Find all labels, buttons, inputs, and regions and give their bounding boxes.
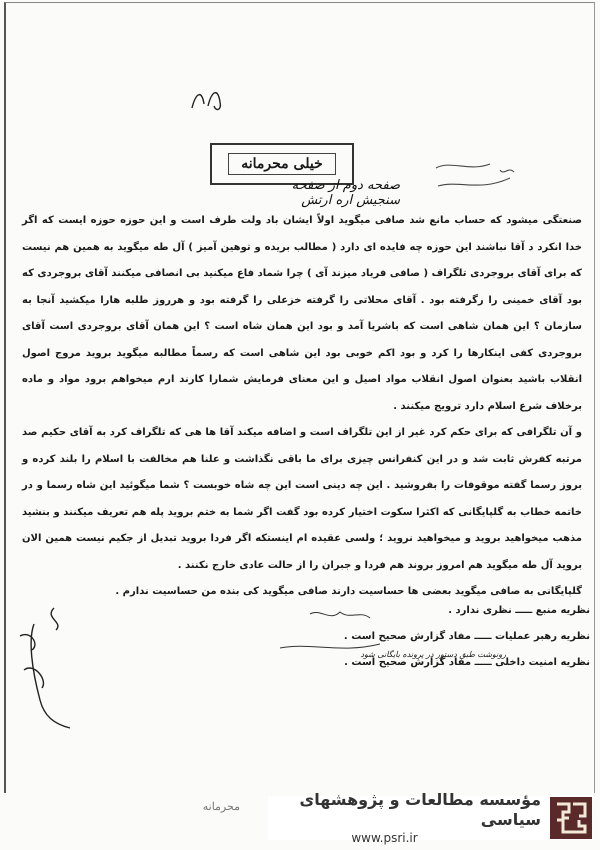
- watermark-title: مؤسسه مطالعات و پژوهشهای سیاسی: [299, 790, 541, 829]
- handwritten-scribble-mark: [188, 86, 228, 116]
- body-paragraph-3: گلپایگانی به صافی میگوید بعضی ها حساسیت دارند صافی میگوید کی بنده من حساسیت ندارم .: [115, 586, 582, 597]
- handwritten-signature-note: [160, 606, 390, 676]
- assessment-operations-leader: نظریه رهبر عملیات ـــــ مفاد گزارش صحیح است .: [343, 631, 590, 642]
- stamp-label: خیلی محرمانه: [228, 153, 335, 175]
- handwritten-routing-note: رونوشت طبق دستور در پرونده بایگانی شود: [360, 650, 506, 659]
- report-body: [22, 208, 582, 606]
- assessment-internal-security: نظریه امنیت داخلی ـــــ مفاد گزارش صحیح است .: [344, 657, 590, 668]
- body-paragraph-1: صنعتگی میشود که حساب مانع شد صافی میگوید اولاً ایشان باد ولت طرف است و این حوزه حوزه ایست که اگر خدا انکرد د آقا نباشند این حوزه چه فایده ای دارد ( مطالب بریده و توهین آمیز ) آل طه میگوید به همین هم نیست که برای آقای بروجردی تلگراف ( صافی فریاد میزند آی ) چرا شماد فاع میکنید بی انصافی میکنند آقای بروجردی که بود آقای خمینی را رگرفته بود . آقای محلاتی را گرفته خزعلی را گرفته بود و هرروز طلبه هارا میکشید آنجا به سازمان ؟ این همان شاهی است که باشریا آمد و بود این همان شاه است ؟ این همان آقای بروجردی است آقای بروجردی کفی اینکارها را کرد و بود اکم خوبی بود این شاهی است که رسماً مطالبه میگوید بروید مروج اصول انقلاب باشید بعنوان اصول انقلاب مواد اصیل و این معنای فرمایش شمارا کارند ارم میخواهم برود مواد و ماده برخلاف شرع اسلام دارد ترویج میکنند .: [22, 215, 582, 412]
- page-footer-stamp: محرمانه: [202, 800, 240, 813]
- institute-watermark: [268, 790, 593, 845]
- watermark-url: www.psri.ir: [351, 831, 418, 845]
- handwritten-signature: [14, 600, 84, 730]
- institute-logo-icon: [549, 796, 593, 840]
- handwritten-annotation: [430, 158, 520, 198]
- heading-line-2: سنجیش اره ارتش: [301, 193, 400, 208]
- handwritten-page-heading: [280, 178, 400, 208]
- assessment-source: نظریه منبع ـــــ نظری ندارد .: [448, 605, 590, 616]
- watermark-text: [268, 790, 549, 846]
- body-paragraph-2: و آن تلگرافی که برای حکم کرد غیر از این تلگراف است و اضافه میکند آقا ها هی که تلگراف کرد به آقای حکیم صد مرتبه کفرش ثابت شد و در این کنفرانس چیزی برای ما باقی نگذاشت و علنا هم مخالفت با اسلام را بلند کرده و بروز رسما گفته موقوفات را بفروشید . این چه دینی است این چه شاه خوبست ؟ شما میگوئید این شاه رسما و در خاتمه خطاب به گلپایگانی که اکثرا سکوت اختیار کرده بود گفت اگر شما به ختم بروید پله هم تعریف میکنند و بنشید مذهب میخواهید بروید و میخواهید نروید ؛ ولسی عقیده ام اینستکه اگر فردا بروید تبدیل از جکیم نیست همین الان بروید آل طه میگوید هم امروز بروند هم فردا و جبران را از حالت عادی خارج نکنند .: [22, 427, 582, 571]
- heading-line-1: صفحه دوم از صفحه: [291, 178, 400, 193]
